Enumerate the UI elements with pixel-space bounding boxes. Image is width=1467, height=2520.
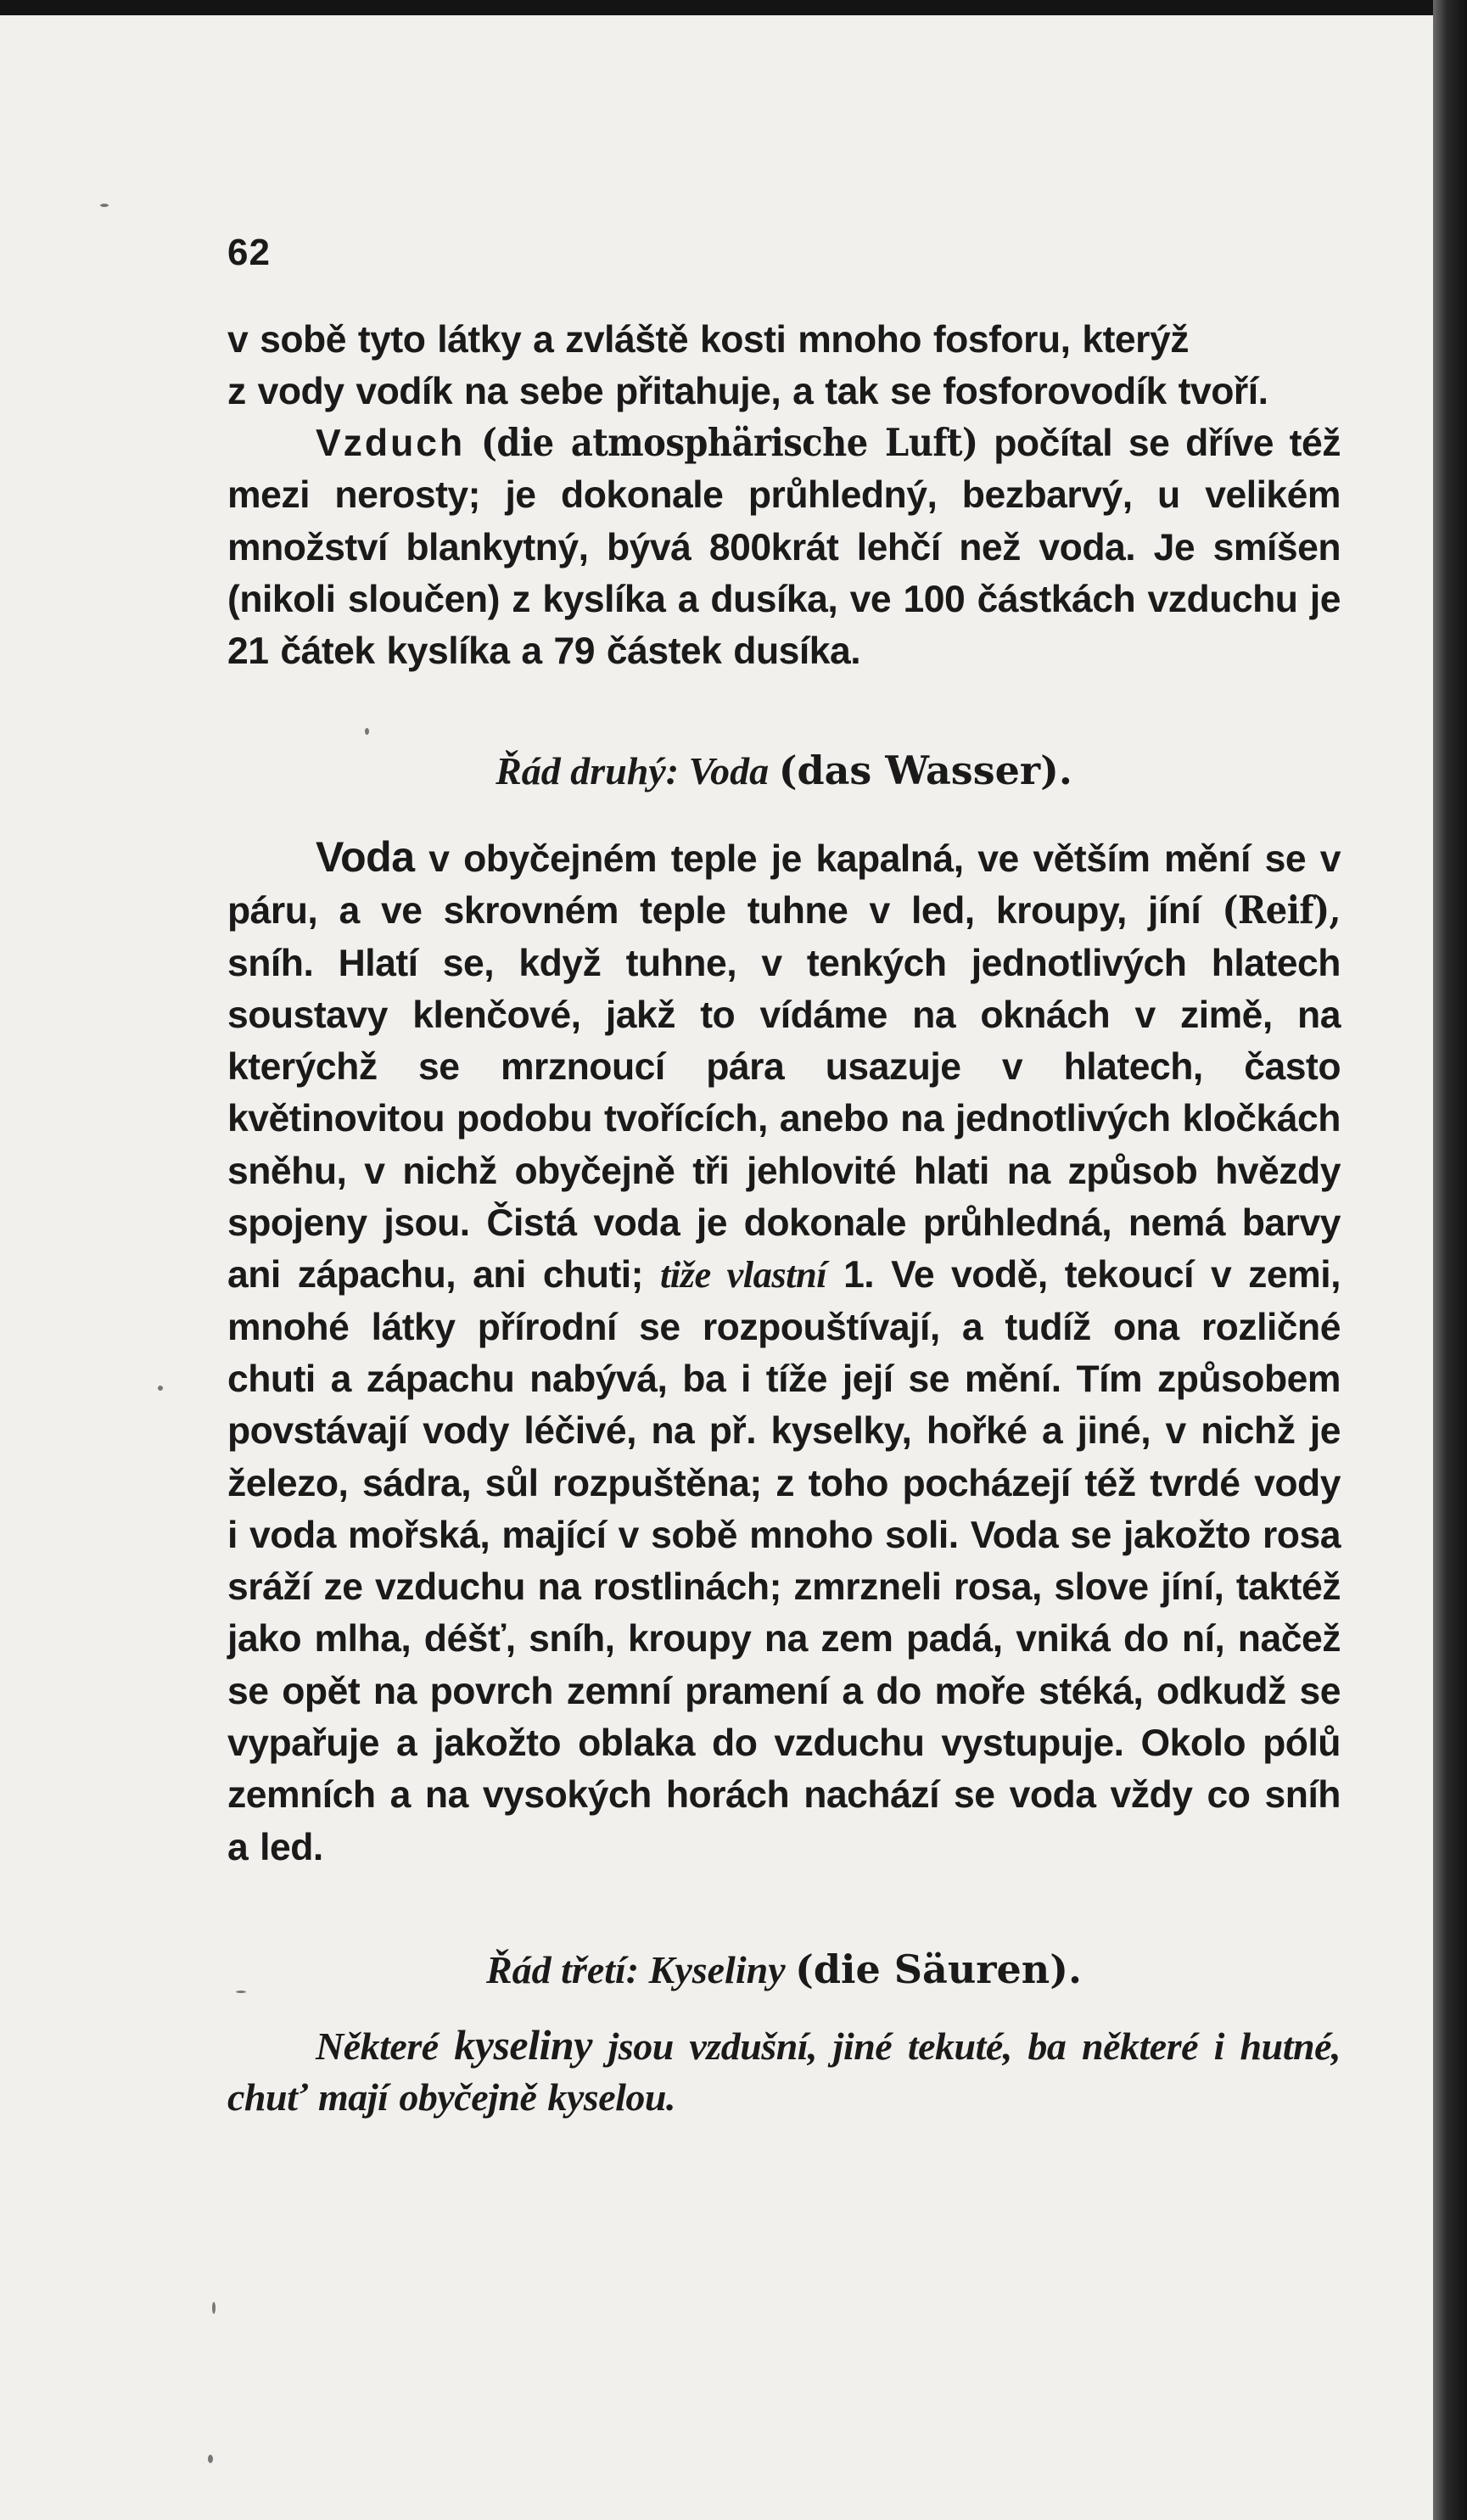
heading-name: Kyseliny [648, 1948, 786, 1991]
heading-label: Řád třetí: [485, 1948, 640, 1991]
term-air: Vzduch [316, 423, 466, 464]
page-number: 62 [227, 232, 271, 273]
acids-post: jsou vzdušní, jiné tekuté, ba některé i hutné, chuť mají obyčejně kyselou. [227, 2024, 1341, 2119]
text-line: z vody vodík na sebe přitahuje, a tak se fosforovodík tvoří. [227, 371, 1268, 413]
heading-german: (die Säuren). [795, 1946, 1083, 1992]
acids-pre: Některé [316, 2024, 439, 2068]
heading-german: (das Wasser). [778, 748, 1072, 793]
paper-speck [236, 1991, 246, 1993]
paper-speck [158, 1386, 163, 1391]
paragraph-line [227, 366, 1341, 417]
heading-name: Voda [688, 749, 770, 792]
german-term-frost: (Reif), [1222, 888, 1341, 933]
text-line: v sobě tyto látky a zvláště kosti mnoho fosforu, kterýž [227, 319, 1189, 361]
water-text-b: sníh. Hlatí se, když tuhne, v tenkých jednotlivých hlatech soustavy klenčové, jakž to vídáme na oknách v zimě, na kterýchž se mrznoucí pára usazuje v hlatech, často květinovitou podobu tvořících, anebo na jednotlivých kločkách sněhu, v nichž obyčejně tři jehlovité hlati na způsob hvězdy spojeny jsou. Čistá voda je dokonale průhledná, nemá barvy ani zápachu, ani chuti; [227, 942, 1341, 1296]
paragraph-line [227, 314, 1341, 366]
section-heading-water [227, 745, 1341, 797]
paragraph-air [227, 417, 1341, 677]
paragraph-water [227, 832, 1341, 1873]
paragraph-water-body [227, 832, 1341, 1873]
paper-speck [365, 728, 369, 735]
water-text-a: v obyčejném teple je kapalná, ve větším mění se v páru, a ve skrovném teple tuhne v led, kroupy, jíní [227, 838, 1341, 932]
section-heading-acids [227, 1944, 1341, 1996]
air-description: počítal se dříve též mezi nerosty; je dokonale průhledný, bezbarvý, u velikém množství blankytný, bývá 800krát lehčí než voda. Je smíšen (nikoli sloučen) z kyslíka a dusíka, ve 100 částkách vzduchu je 21 čátek kyslíka a 79 částek dusíka. [227, 423, 1341, 673]
paragraph-phosphorus [227, 314, 1341, 418]
water-text-c: 1. Ve vodě, tekoucí v zemi, mnohé látky přírodní se rozpouštívají, a tudíž ona rozličné chuti a zápachu nabývá, ba i tíže její se mění. Tím způsobem povstávají vody léčivé, na př. kyselky, hořké a jiné, v nichž je železo, sádra, sůl rozpuštěna; z toho pocházejí též tvrdé vody i voda mořská, mající v sobě mnoho soli. Voda se jakožto rosa sráží ze vzduchu na rostlinách; zmrzneli rosa, slove jíní, taktéž jako mlha, déšť, sníh, kroupy na zem padá, vniká do ní, načež se opět na povrch zemní pramení a do moře stéká, odkudž se vypařuje a jakožto oblaka do vzduchu vystupuje. Okolo pólů zemních a na vysokých horách nachází se voda vždy co sníh a led. [227, 1254, 1341, 1868]
paragraph-acids [227, 2019, 1341, 2123]
term-specific-gravity: tiže vlastní [659, 1253, 827, 1296]
book-page [0, 15, 1442, 2520]
term-acids: kyseliny [454, 2021, 592, 2069]
paper-speck [100, 204, 109, 207]
heading-label: Řád druhý: [496, 749, 680, 792]
term-water: Voda [316, 833, 415, 881]
paper-speck [212, 2302, 216, 2314]
paragraph-acids-body [227, 2019, 1341, 2123]
paper-speck [208, 2455, 213, 2463]
paragraph-air-body [227, 417, 1341, 677]
german-term-air: (die atmosphärische Luft) [480, 421, 978, 465]
page-edge-shadow [1433, 0, 1467, 2520]
